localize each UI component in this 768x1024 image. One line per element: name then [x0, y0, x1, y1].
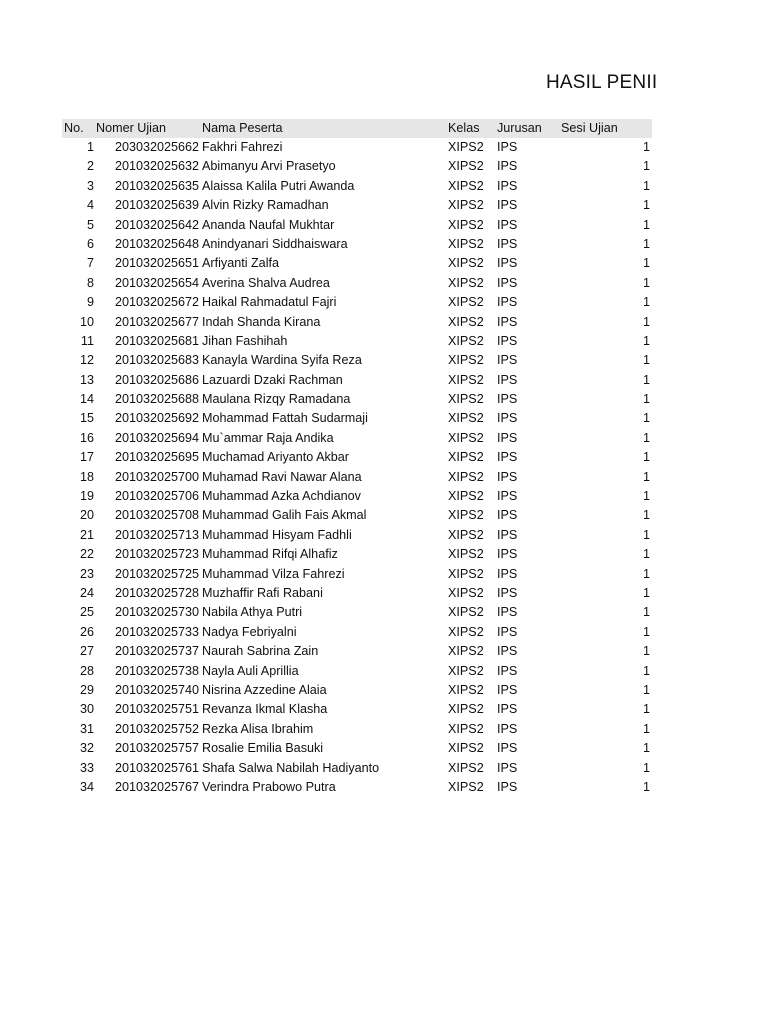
cell-sesi-ujian: 1 — [642, 760, 650, 775]
cell-kelas: XIPS2 — [448, 314, 484, 329]
cell-kelas: XIPS2 — [448, 508, 484, 523]
cell-nomer-ujian: 201032025651 — [115, 256, 200, 271]
table-row — [62, 390, 652, 409]
table-row — [62, 778, 652, 797]
cell-sesi-ujian: 1 — [642, 508, 650, 523]
table-row — [62, 332, 652, 351]
cell-sesi-ujian: 1 — [642, 741, 650, 756]
cell-nama-peserta: Anindyanari Siddhaiswara — [202, 236, 348, 251]
cell-kelas: XIPS2 — [448, 236, 484, 251]
cell-kelas: XIPS2 — [448, 178, 484, 193]
cell-no: 29 — [79, 682, 94, 697]
cell-no: 31 — [79, 721, 94, 736]
cell-jurusan: IPS — [497, 585, 518, 600]
cell-nomer-ujian: 201032025730 — [115, 605, 200, 620]
cell-kelas: XIPS2 — [448, 450, 484, 465]
cell-jurusan: IPS — [497, 178, 518, 193]
cell-no: 32 — [79, 741, 94, 756]
cell-jurusan: IPS — [497, 256, 518, 271]
cell-nomer-ujian: 201032025761 — [115, 760, 200, 775]
cell-nomer-ujian: 201032025752 — [115, 721, 200, 736]
cell-kelas: XIPS2 — [448, 702, 484, 717]
cell-nama-peserta: Mohammad Fattah Sudarmaji — [202, 411, 368, 426]
table-row — [62, 313, 652, 332]
table-row — [62, 487, 652, 506]
cell-nama-peserta: Alvin Rizky Ramadhan — [202, 198, 329, 213]
table-row — [62, 235, 652, 254]
cell-jurusan: IPS — [497, 198, 518, 213]
cell-jurusan: IPS — [497, 236, 518, 251]
cell-kelas: XIPS2 — [448, 372, 484, 387]
table-body — [62, 138, 652, 797]
cell-nama-peserta: Mu`ammar Raja Andika — [202, 430, 334, 445]
cell-nomer-ujian: 201032025639 — [115, 198, 200, 213]
cell-no: 18 — [79, 469, 94, 484]
cell-kelas: XIPS2 — [448, 430, 484, 445]
cell-nama-peserta: Nayla Auli Aprillia — [202, 663, 299, 678]
cell-sesi-ujian: 1 — [642, 644, 650, 659]
cell-no: 8 — [86, 275, 94, 290]
cell-nama-peserta: Muhammad Galih Fais Akmal — [202, 508, 367, 523]
cell-jurusan: IPS — [497, 547, 518, 562]
cell-kelas: XIPS2 — [448, 469, 484, 484]
cell-no: 34 — [79, 779, 94, 794]
cell-jurusan: IPS — [497, 295, 518, 310]
cell-jurusan: IPS — [497, 527, 518, 542]
table-row — [62, 545, 652, 564]
cell-nomer-ujian: 201032025695 — [115, 450, 200, 465]
cell-nama-peserta: Nadya Febriyalni — [202, 624, 297, 639]
table-row — [62, 254, 652, 273]
cell-jurusan: IPS — [497, 430, 518, 445]
cell-no: 10 — [79, 314, 94, 329]
cell-nama-peserta: Averina Shalva Audrea — [202, 275, 330, 290]
cell-kelas: XIPS2 — [448, 256, 484, 271]
cell-sesi-ujian: 1 — [642, 682, 650, 697]
cell-nomer-ujian: 201032025713 — [115, 527, 200, 542]
cell-nomer-ujian: 201032025757 — [115, 741, 200, 756]
cell-kelas: XIPS2 — [448, 275, 484, 290]
cell-kelas: XIPS2 — [448, 721, 484, 736]
table-row — [62, 177, 652, 196]
cell-nomer-ujian: 201032025683 — [115, 353, 200, 368]
cell-nama-peserta: Muhamad Ravi Nawar Alana — [202, 469, 362, 484]
table-row — [62, 293, 652, 312]
cell-no: 26 — [79, 624, 94, 639]
cell-nama-peserta: Kanayla Wardina Syifa Reza — [202, 353, 362, 368]
cell-sesi-ujian: 1 — [642, 217, 650, 232]
cell-sesi-ujian: 1 — [642, 411, 650, 426]
cell-nama-peserta: Lazuardi Dzaki Rachman — [202, 372, 343, 387]
cell-nomer-ujian: 201032025681 — [115, 333, 200, 348]
cell-nama-peserta: Verindra Prabowo Putra — [202, 779, 336, 794]
cell-no: 4 — [86, 198, 94, 213]
table-row — [62, 720, 652, 739]
cell-nama-peserta: Muhammad Hisyam Fadhli — [202, 527, 352, 542]
cell-kelas: XIPS2 — [448, 333, 484, 348]
cell-jurusan: IPS — [497, 314, 518, 329]
cell-sesi-ujian: 1 — [642, 547, 650, 562]
cell-nama-peserta: Rosalie Emilia Basuki — [202, 741, 324, 756]
cell-sesi-ujian: 1 — [642, 178, 650, 193]
cell-sesi-ujian: 1 — [642, 372, 650, 387]
cell-sesi-ujian: 1 — [642, 314, 650, 329]
cell-kelas: XIPS2 — [448, 644, 484, 659]
cell-jurusan: IPS — [497, 644, 518, 659]
cell-no: 1 — [86, 140, 94, 154]
cell-kelas: XIPS2 — [448, 682, 484, 697]
cell-sesi-ujian: 1 — [642, 585, 650, 600]
table-row — [62, 526, 652, 545]
cell-sesi-ujian: 1 — [642, 140, 650, 154]
table-row — [62, 351, 652, 370]
cell-nomer-ujian: 201032025733 — [115, 624, 200, 639]
table-row — [62, 700, 652, 719]
cell-sesi-ujian: 1 — [642, 430, 650, 445]
cell-jurusan: IPS — [497, 663, 518, 678]
cell-nama-peserta: Fakhri Fahrezi — [202, 140, 283, 154]
cell-nomer-ujian: 201032025767 — [115, 779, 200, 794]
table-row — [62, 506, 652, 525]
cell-nomer-ujian: 201032025751 — [115, 702, 200, 717]
cell-nomer-ujian: 201032025688 — [115, 392, 200, 407]
table-row — [62, 196, 652, 215]
cell-no: 25 — [79, 605, 94, 620]
cell-sesi-ujian: 1 — [642, 566, 650, 581]
cell-kelas: XIPS2 — [448, 353, 484, 368]
header-jurusan: Jurusan — [497, 121, 542, 135]
table-header-row — [62, 119, 652, 138]
cell-nomer-ujian: 201032025740 — [115, 682, 200, 697]
cell-kelas: XIPS2 — [448, 159, 484, 174]
cell-jurusan: IPS — [497, 760, 518, 775]
cell-jurusan: IPS — [497, 566, 518, 581]
header-kelas: Kelas — [448, 121, 480, 135]
cell-no: 2 — [86, 159, 94, 174]
cell-no: 11 — [80, 333, 94, 348]
header-no: No. — [64, 121, 84, 135]
cell-sesi-ujian: 1 — [642, 624, 650, 639]
cell-no: 17 — [79, 450, 94, 465]
cell-nomer-ujian: 201032025728 — [115, 585, 200, 600]
cell-nomer-ujian: 201032025635 — [115, 178, 200, 193]
cell-nomer-ujian: 201032025723 — [115, 547, 200, 562]
cell-no: 24 — [79, 585, 94, 600]
cell-no: 21 — [79, 527, 94, 542]
cell-nama-peserta: Naurah Sabrina Zain — [202, 644, 319, 659]
cell-nomer-ujian: 201032025648 — [115, 236, 200, 251]
cell-sesi-ujian: 1 — [642, 663, 650, 678]
cell-kelas: XIPS2 — [448, 295, 484, 310]
cell-no: 6 — [86, 236, 94, 251]
cell-jurusan: IPS — [497, 489, 518, 504]
cell-nomer-ujian: 201032025706 — [115, 489, 200, 504]
cell-sesi-ujian: 1 — [642, 353, 650, 368]
cell-no: 27 — [79, 644, 94, 659]
cell-nama-peserta: Rezka Alisa Ibrahim — [202, 721, 314, 736]
cell-nama-peserta: Muhammad Rifqi Alhafiz — [202, 547, 338, 562]
cell-kelas: XIPS2 — [448, 140, 484, 154]
cell-nama-peserta: Jihan Fashihah — [202, 333, 288, 348]
cell-jurusan: IPS — [497, 159, 518, 174]
cell-nomer-ujian: 201032025686 — [115, 372, 200, 387]
cell-no: 12 — [79, 353, 94, 368]
table-row — [62, 681, 652, 700]
cell-nomer-ujian: 201032025672 — [115, 295, 200, 310]
cell-nama-peserta: Nisrina Azzedine Alaia — [202, 682, 327, 697]
cell-nama-peserta: Indah Shanda Kirana — [202, 314, 321, 329]
cell-jurusan: IPS — [497, 275, 518, 290]
cell-nomer-ujian: 201032025708 — [115, 508, 200, 523]
cell-sesi-ujian: 1 — [642, 527, 650, 542]
cell-jurusan: IPS — [497, 450, 518, 465]
cell-jurusan: IPS — [497, 624, 518, 639]
cell-nomer-ujian: 201032025738 — [115, 663, 200, 678]
cell-sesi-ujian: 1 — [642, 605, 650, 620]
cell-kelas: XIPS2 — [448, 527, 484, 542]
cell-sesi-ujian: 1 — [642, 236, 650, 251]
cell-jurusan: IPS — [497, 741, 518, 756]
cell-sesi-ujian: 1 — [642, 721, 650, 736]
cell-jurusan: IPS — [497, 605, 518, 620]
cell-jurusan: IPS — [497, 469, 518, 484]
cell-nomer-ujian: 201032025654 — [115, 275, 200, 290]
cell-sesi-ujian: 1 — [642, 198, 650, 213]
cell-sesi-ujian: 1 — [642, 392, 650, 407]
cell-sesi-ujian: 1 — [642, 275, 650, 290]
cell-nomer-ujian: 201032025700 — [115, 469, 200, 484]
table-row — [62, 662, 652, 681]
cell-kelas: XIPS2 — [448, 605, 484, 620]
cell-nama-peserta: Arfiyanti Zalfa — [202, 256, 279, 271]
cell-no: 5 — [86, 217, 94, 232]
cell-kelas: XIPS2 — [448, 547, 484, 562]
cell-nomer-ujian: 201032025677 — [115, 314, 200, 329]
cell-nama-peserta: Alaissa Kalila Putri Awanda — [202, 178, 355, 193]
cell-jurusan: IPS — [497, 217, 518, 232]
cell-jurusan: IPS — [497, 333, 518, 348]
participants-table — [62, 119, 652, 797]
cell-nomer-ujian: 201032025692 — [115, 411, 200, 426]
cell-no: 7 — [86, 256, 94, 271]
cell-kelas: XIPS2 — [448, 663, 484, 678]
cell-nama-peserta: Muhammad Azka Achdianov — [202, 489, 361, 504]
cell-nama-peserta: Abimanyu Arvi Prasetyo — [202, 159, 336, 174]
cell-no: 14 — [79, 392, 94, 407]
cell-nomer-ujian: 203032025662 — [115, 140, 200, 154]
cell-sesi-ujian: 1 — [642, 779, 650, 794]
cell-sesi-ujian: 1 — [642, 256, 650, 271]
cell-no: 13 — [79, 372, 94, 387]
cell-no: 20 — [79, 508, 94, 523]
cell-nama-peserta: Muzhaffir Rafi Rabani — [202, 585, 323, 600]
table-row — [62, 565, 652, 584]
page-title: HASIL PENII — [546, 72, 658, 93]
cell-sesi-ujian: 1 — [642, 702, 650, 717]
cell-nama-peserta: Revanza Ikmal Klasha — [202, 702, 328, 717]
cell-sesi-ujian: 1 — [642, 450, 650, 465]
cell-no: 23 — [79, 566, 94, 581]
cell-nama-peserta: Nabila Athya Putri — [202, 605, 303, 620]
cell-kelas: XIPS2 — [448, 585, 484, 600]
table-row — [62, 429, 652, 448]
table-row — [62, 409, 652, 428]
cell-no: 16 — [79, 430, 94, 445]
cell-nomer-ujian: 201032025725 — [115, 566, 200, 581]
cell-jurusan: IPS — [497, 392, 518, 407]
table-row — [62, 274, 652, 293]
cell-kelas: XIPS2 — [448, 760, 484, 775]
table-row — [62, 216, 652, 235]
cell-jurusan: IPS — [497, 353, 518, 368]
cell-kelas: XIPS2 — [448, 489, 484, 504]
cell-sesi-ujian: 1 — [642, 489, 650, 504]
table-row — [62, 739, 652, 758]
cell-kelas: XIPS2 — [448, 741, 484, 756]
cell-nama-peserta: Shafa Salwa Nabilah Hadiyanto — [202, 760, 380, 775]
cell-jurusan: IPS — [497, 411, 518, 426]
cell-kelas: XIPS2 — [448, 411, 484, 426]
cell-sesi-ujian: 1 — [642, 333, 650, 348]
cell-nama-peserta: Haikal Rahmadatul Fajri — [202, 295, 337, 310]
cell-jurusan: IPS — [497, 779, 518, 794]
cell-kelas: XIPS2 — [448, 392, 484, 407]
table-row — [62, 448, 652, 467]
cell-jurusan: IPS — [497, 702, 518, 717]
cell-kelas: XIPS2 — [448, 779, 484, 794]
table-row — [62, 468, 652, 487]
table-row — [62, 603, 652, 622]
cell-nama-peserta: Muchamad Ariyanto Akbar — [202, 450, 350, 465]
cell-no: 15 — [79, 411, 94, 426]
cell-sesi-ujian: 1 — [642, 159, 650, 174]
table-row — [62, 371, 652, 390]
table-row — [62, 623, 652, 642]
cell-kelas: XIPS2 — [448, 217, 484, 232]
header-sesi-ujian: Sesi Ujian — [561, 121, 618, 135]
cell-no: 19 — [79, 489, 94, 504]
table-row — [62, 642, 652, 661]
cell-no: 28 — [79, 663, 94, 678]
cell-no: 3 — [86, 178, 94, 193]
cell-no: 22 — [79, 547, 94, 562]
cell-kelas: XIPS2 — [448, 624, 484, 639]
cell-no: 33 — [79, 760, 94, 775]
cell-no: 9 — [86, 295, 94, 310]
cell-nomer-ujian: 201032025737 — [115, 644, 200, 659]
cell-no: 30 — [79, 702, 94, 717]
cell-sesi-ujian: 1 — [642, 295, 650, 310]
cell-jurusan: IPS — [497, 508, 518, 523]
cell-nama-peserta: Maulana Rizqy Ramadana — [202, 392, 351, 407]
cell-nomer-ujian: 201032025694 — [115, 430, 200, 445]
header-nama-peserta: Nama Peserta — [202, 121, 283, 135]
table-row — [62, 157, 652, 176]
cell-kelas: XIPS2 — [448, 198, 484, 213]
table-row — [62, 584, 652, 603]
cell-nama-peserta: Ananda Naufal Mukhtar — [202, 217, 335, 232]
cell-jurusan: IPS — [497, 140, 518, 154]
cell-nomer-ujian: 201032025632 — [115, 159, 200, 174]
table-row — [62, 759, 652, 778]
table-row — [62, 138, 652, 157]
cell-jurusan: IPS — [497, 682, 518, 697]
cell-jurusan: IPS — [497, 372, 518, 387]
cell-nomer-ujian: 201032025642 — [115, 217, 200, 232]
cell-kelas: XIPS2 — [448, 566, 484, 581]
cell-sesi-ujian: 1 — [642, 469, 650, 484]
cell-nama-peserta: Muhammad Vilza Fahrezi — [202, 566, 345, 581]
header-nomer-ujian: Nomer Ujian — [96, 121, 166, 135]
cell-jurusan: IPS — [497, 721, 518, 736]
